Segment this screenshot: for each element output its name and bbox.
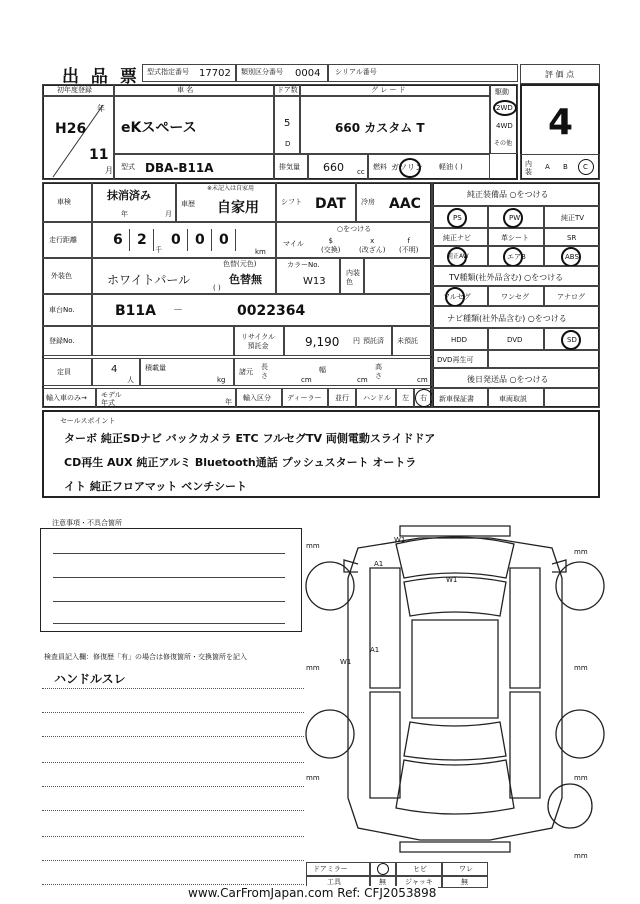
mileage-digit-3: 0 (171, 232, 181, 248)
load-cell (140, 358, 234, 386)
inspector-line (42, 786, 304, 787)
shaken-label: 車検 (57, 198, 71, 206)
tv-analog-cell (544, 286, 600, 306)
load-label: 積載量 (145, 364, 166, 372)
recycle-value: 9,190 (305, 335, 340, 349)
break-label: ワレ (459, 865, 473, 873)
handle-label: ハンドル (363, 394, 391, 402)
mirror-label: ドアミラー (313, 865, 348, 873)
interior-selected-circle (578, 159, 594, 175)
tv-title: TV種類(社外品含む) ○をつける (449, 273, 564, 282)
jack-value-cell (442, 876, 488, 888)
light-oil-label: 軽油 (439, 163, 453, 171)
aftermarket-empty-cell (544, 388, 600, 408)
tv-oneseg: ワンセグ (501, 293, 529, 301)
navi-hdd-cell (432, 328, 488, 350)
manual-cell (488, 388, 544, 408)
import-type-label: 輸入区分 (243, 394, 271, 402)
notes-box (40, 528, 302, 632)
navi-title: ナビ種類(社外品含む) ○をつける (447, 314, 567, 323)
tool-label: 工具 (327, 878, 341, 886)
handle-left: 左 (402, 394, 409, 402)
jack-value: 無 (461, 878, 468, 886)
fuel-label: 燃料 (373, 163, 387, 171)
equip-navi-cell (432, 228, 488, 246)
shift-label: シフト (281, 198, 302, 206)
load-unit: kg (217, 376, 226, 384)
crack-cell (396, 862, 442, 876)
interior-color-label-cell (340, 258, 364, 294)
first-reg-month: 11 (89, 147, 109, 163)
model-year-unit: 年 (225, 398, 232, 406)
equip-navi: 純正ナビ (443, 234, 471, 242)
mileage-digit-box (187, 229, 212, 251)
jack-label: ジャッキ (405, 878, 433, 886)
first-reg-label: 初年度登録 (57, 86, 92, 94)
first-reg-header (42, 84, 114, 96)
navi-dvd-cell (488, 328, 544, 350)
mileage-digit-box (129, 229, 154, 251)
navi-sd-cell (544, 328, 600, 350)
doors-value: 5 (284, 118, 291, 129)
handle-right: 右 (420, 394, 427, 402)
recycle-label: リサイクル 預託金 (241, 333, 276, 350)
aftermarket-manual: 車両取説 (499, 395, 527, 403)
mileage-exchanged: $ (交換) (321, 237, 341, 254)
color-cell (92, 258, 276, 294)
mile-label: マイル (283, 240, 304, 248)
interior-grade-c: C (583, 163, 588, 171)
mark-left-door: A1 (370, 646, 380, 654)
inspector-label: 検査員記入欄：修復歴「有」の場合は修復箇所・交換箇所を記入 (44, 653, 247, 661)
recycle-unit: 円 (353, 337, 360, 345)
footer-watermark: www.CarFromJapan.com Ref: CFJ2053898 (188, 886, 437, 900)
ac-value: AAC (389, 196, 421, 212)
color-original-label: 色替(元色) (223, 260, 257, 268)
import-label: 輸入車のみ→ (46, 394, 87, 402)
equip-abs-cell (544, 246, 600, 266)
recycle-cell (284, 326, 392, 356)
handle-left-cell (396, 388, 414, 408)
navi-hdd: HDD (451, 336, 468, 344)
equip-abs: ABS (565, 253, 579, 261)
sales-points-line-2: CD再生 AUX 純正アルミ Bluetooth通話 プッシュスタート オートラ (64, 456, 417, 469)
notes-line (53, 553, 285, 554)
equip-airbag: エアB (507, 253, 526, 261)
seats-unit: 人 (127, 376, 134, 384)
doors-suffix: D (285, 140, 291, 148)
mm-unit: mm (574, 852, 588, 860)
aftermarket-warranty: 新車保証書 (439, 395, 474, 403)
inspector-line (42, 884, 304, 885)
notes-line (53, 601, 285, 602)
equip-abs-circle (561, 247, 581, 267)
displacement-value: 660 (323, 161, 344, 174)
equip-ps-circle (447, 208, 467, 228)
tv-fullseg-circle (445, 287, 465, 307)
width-unit: cm (357, 376, 368, 384)
equip-aw-circle (447, 247, 467, 267)
registration-cell (92, 326, 234, 356)
chassis-number: 0022364 (237, 303, 306, 319)
inspector-line (42, 736, 304, 737)
drive-cell (490, 84, 518, 154)
import-label-cell (42, 388, 96, 408)
history-value: 自家用 (217, 200, 259, 216)
fuel-cell (368, 154, 490, 180)
chassis-label: 車台No. (49, 306, 75, 314)
warranty-cell (432, 388, 488, 408)
first-reg-year: H26 (55, 121, 87, 137)
mileage-digits-cell (92, 222, 276, 258)
tv-oneseg-cell (488, 286, 544, 306)
import-dealer: ディーラー (287, 394, 322, 402)
width-label: 幅 (319, 366, 326, 374)
chassis-dash: － (173, 305, 183, 316)
sheet-title: 出 品 票 (62, 67, 140, 87)
name-cell (114, 96, 274, 154)
navi-dvd: DVD (507, 336, 523, 344)
mm-unit: mm (574, 548, 588, 556)
notes-label: 注意事項・不具合箇所 (52, 519, 122, 527)
dvd-play-cell (432, 350, 488, 368)
drive-label: 駆動 (495, 88, 509, 96)
grade-label: グ レ ー ド (371, 86, 406, 94)
mileage-status-cell (276, 222, 432, 258)
displacement-cell (308, 154, 368, 180)
shaken-label-cell (42, 182, 92, 222)
score-label: 評 価 点 (545, 70, 575, 79)
inspector-line (42, 688, 304, 689)
equipment-title-cell (432, 182, 600, 206)
aftermarket-title: 後日発送品 ○をつける (467, 375, 549, 384)
navi-title-cell (432, 306, 600, 328)
equip-leather: 革シート (501, 234, 529, 242)
model-cert-label: 型式指定番号 (147, 68, 189, 76)
color-paren: ( ) (213, 284, 221, 292)
mileage-digit-4: 0 (195, 232, 205, 248)
notes-line (53, 623, 285, 624)
handle-right-cell (414, 388, 432, 408)
sales-points-label: セールスポイント (60, 417, 116, 425)
mirror-value-cell (370, 862, 396, 876)
height-unit: cm (417, 376, 428, 384)
thousand-unit: 千 (155, 246, 162, 254)
interior-grade-cell (520, 154, 600, 180)
equip-airbag-cell (488, 246, 544, 266)
mileage-label: 走行距離 (49, 236, 77, 244)
car-damage-diagram (300, 508, 610, 868)
undeposited-cell (392, 326, 432, 356)
doors-label: ドア数 (277, 86, 298, 94)
equip-sr-cell (544, 228, 600, 246)
mark-hood: W1 (394, 536, 406, 544)
equip-tv: 純正TV (561, 214, 585, 222)
model-cert-value: 17702 (199, 68, 231, 79)
color-no-value: W13 (303, 276, 326, 287)
shaken-year-unit: 年 (121, 210, 128, 218)
dims-cell (234, 358, 432, 386)
seats-value: 4 (111, 364, 118, 375)
name-header (114, 84, 274, 96)
mileage-digit-2: 2 (137, 232, 147, 248)
tv-fullseg-cell (432, 286, 488, 306)
seats-cell (92, 358, 140, 386)
color-label-cell (42, 258, 92, 294)
navi-sd: SD (567, 336, 577, 344)
tv-title-cell (432, 266, 600, 286)
chassis-model: B11A (115, 303, 156, 319)
ac-cell (356, 182, 432, 222)
serial-label: シリアル番号 (335, 68, 377, 76)
equip-leather-cell (488, 228, 544, 246)
mm-unit: mm (574, 774, 588, 782)
class-value: 0004 (295, 68, 321, 79)
inspector-text: ハンドルスレ (54, 672, 126, 686)
km-unit: km (255, 248, 266, 256)
mm-unit: mm (306, 664, 320, 672)
sales-points-block (42, 410, 600, 498)
model-cert-box (142, 64, 236, 82)
displacement-unit: cc (357, 168, 365, 176)
score-value: 4 (548, 102, 574, 143)
inspector-line (42, 860, 304, 861)
mark-left-side: W1 (340, 658, 352, 666)
length-unit: cm (301, 376, 312, 384)
mileage-circle-note: ○をつける (337, 225, 372, 233)
mirror-label-cell (306, 862, 370, 876)
serial-box (328, 64, 518, 82)
aftermarket-title-cell (432, 368, 600, 388)
mm-unit: mm (306, 542, 320, 550)
year-unit: 年 (97, 104, 105, 113)
drive-2wd: 2WD (496, 104, 513, 112)
equip-pw: PW (509, 214, 521, 222)
equip-ps: PS (453, 214, 462, 222)
equip-pw-circle (503, 208, 523, 228)
chassis-cell (92, 294, 432, 326)
mm-unit: mm (574, 664, 588, 672)
crack-label: ヒビ (413, 865, 427, 873)
recycle-undeposited: 未預託 (397, 337, 418, 345)
sales-points-line-1: ターボ 純正SDナビ バックカメラ ETC フルセグTV 両側電動スライドドア (64, 432, 436, 445)
equip-aw: 純正AW (447, 253, 469, 260)
model-year-label: モデル 年式 (101, 391, 122, 407)
type-value: DBA-B11A (145, 161, 214, 175)
mileage-digit-1: 6 (113, 232, 123, 248)
sales-points-line-3: イト 純正フロアマット ベンチシート (64, 480, 247, 493)
mirror-circle (377, 863, 389, 875)
displacement-label: 排気量 (279, 163, 300, 171)
import-type-label-cell (236, 388, 282, 408)
length-label: 長 さ (261, 363, 268, 380)
type-label: 型式 (121, 163, 135, 171)
color-no-label: カラーNo. (287, 261, 320, 269)
mm-unit: mm (306, 774, 320, 782)
shift-cell (276, 182, 356, 222)
dvd-play-label: DVD再生可 (437, 356, 474, 364)
inspector-line (42, 836, 304, 837)
interior-color-cell (364, 258, 432, 294)
fuel-selected-circle (399, 158, 421, 178)
mark-roof: W1 (446, 576, 458, 584)
navi-sd-circle (561, 330, 581, 350)
recycle-label-cell (234, 326, 284, 356)
equip-sr: SR (567, 234, 577, 242)
break-cell (442, 862, 488, 876)
notes-line (53, 577, 285, 578)
fuel-gasoline: ガソリン (391, 163, 423, 172)
shaken-cell (92, 182, 176, 222)
color-no-cell (276, 258, 340, 294)
repaint-value: 色替無 (229, 273, 262, 286)
type-cell (114, 154, 274, 180)
equip-airbag-circle (503, 247, 523, 267)
mileage-modified: x (改ざん) (359, 237, 386, 254)
dvd-play-value-cell (488, 350, 600, 368)
inspector-line (42, 762, 304, 763)
handle-label-cell (356, 388, 396, 408)
mileage-label-cell (42, 222, 92, 258)
seats-label: 定員 (57, 368, 71, 376)
mark-front-left: A1 (374, 560, 384, 568)
mileage-digit-box (163, 229, 188, 251)
class-label: 類別区分番号 (241, 68, 283, 76)
recycle-deposited: 預託済 (363, 337, 384, 345)
ac-label: 冷房 (361, 198, 375, 206)
history-cell (176, 182, 276, 222)
tv-fullseg: フルセグ (443, 293, 471, 301)
car-name: eKスペース (121, 120, 197, 136)
registration-label: 登録No. (49, 337, 75, 345)
mileage-digit-5: 0 (219, 232, 229, 248)
mileage-unknown: f (不明) (399, 237, 419, 254)
drive-4wd: 4WD (496, 122, 513, 130)
interior-color-label: 内装 色 (346, 269, 360, 286)
registration-label-cell (42, 326, 92, 356)
mileage-digit-box (211, 229, 236, 251)
interior-label: 内装 (525, 160, 532, 176)
parallel-cell (328, 388, 356, 408)
model-year-cell (96, 388, 236, 408)
interior-grade-a: A (545, 163, 550, 171)
equip-ps-cell (432, 206, 488, 228)
seats-label-cell (42, 358, 92, 386)
class-box (236, 64, 328, 82)
grade-header (300, 84, 490, 96)
dealer-cell (282, 388, 328, 408)
doors-cell (274, 96, 300, 154)
color-label: 外装色 (51, 272, 72, 280)
history-label: 車歴 (181, 200, 195, 208)
shift-value: DAT (315, 196, 346, 212)
shaken-month-unit: 月 (165, 210, 172, 218)
displacement-label-cell (274, 154, 308, 180)
month-unit: 月 (105, 166, 113, 175)
mileage-digit-box (105, 229, 130, 251)
fuel-paren: ( ) (455, 163, 463, 171)
history-note: ※未記入は自家用 (207, 185, 255, 192)
color-value: ホワイトパール (107, 273, 191, 287)
import-parallel: 並行 (335, 394, 349, 402)
drive-other: その他 (494, 140, 513, 147)
handle-selected-circle (415, 389, 433, 407)
grade-cell (300, 96, 490, 154)
tv-analog: アナログ (557, 293, 585, 301)
equip-tv-cell (544, 206, 600, 228)
tool-value: 無 (379, 878, 386, 886)
score-label-box (520, 64, 600, 84)
dims-label: 諸元 (239, 368, 253, 376)
grade-value: 660 カスタム T (335, 121, 425, 135)
height-label: 高 さ (375, 363, 382, 380)
name-label: 車 名 (177, 86, 194, 94)
first-reg-cell (42, 96, 114, 180)
shaken-value: 抹消済み (107, 189, 151, 202)
inspector-line (42, 810, 304, 811)
inspector-line (42, 712, 304, 713)
equipment-title: 純正装備品 ○をつける (467, 190, 549, 199)
chassis-label-cell (42, 294, 92, 326)
equip-aw-cell (432, 246, 488, 266)
equip-pw-cell (488, 206, 544, 228)
doors-header (274, 84, 300, 96)
interior-grade-b: B (563, 163, 568, 171)
